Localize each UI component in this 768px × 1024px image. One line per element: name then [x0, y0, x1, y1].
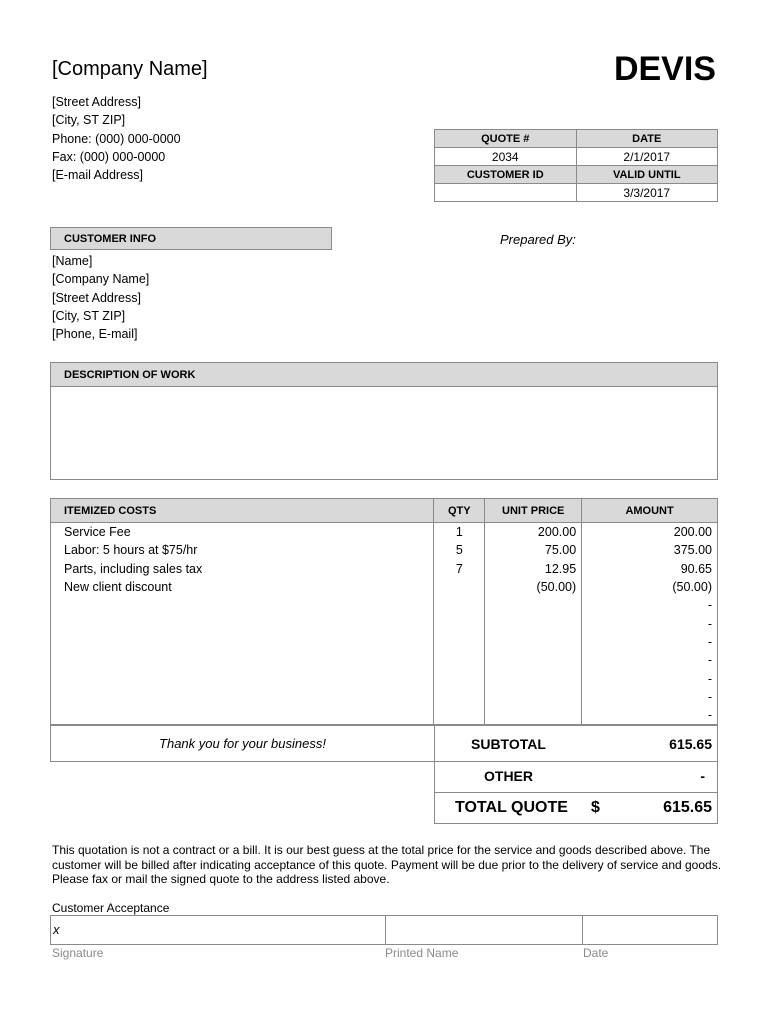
item-qty[interactable] — [434, 651, 485, 669]
item-amount[interactable]: 375.00 — [582, 541, 718, 559]
item-amount[interactable]: - — [582, 633, 718, 651]
item-description[interactable] — [51, 596, 434, 614]
customer-name[interactable]: [Name] — [52, 254, 93, 268]
quote-number-label: QUOTE # — [435, 130, 577, 148]
item-amount[interactable]: 200.00 — [582, 523, 718, 542]
item-unit-price[interactable]: 12.95 — [485, 560, 582, 578]
fax-line: Fax: (000) 000-0000 — [52, 149, 166, 164]
item-row — [51, 651, 718, 669]
company-address — [52, 93, 181, 184]
customer-street[interactable]: [Street Address] — [52, 290, 141, 305]
item-qty[interactable]: 1 — [434, 523, 485, 542]
item-unit-price[interactable]: 75.00 — [485, 541, 582, 559]
item-row — [51, 633, 718, 651]
customer-id-value[interactable] — [435, 184, 577, 202]
printed-name-divider — [582, 916, 583, 944]
other-row — [434, 761, 718, 793]
phone-line: Phone: (000) 000-0000 — [52, 131, 181, 146]
item-row — [51, 523, 718, 542]
customer-acceptance-label: Customer Acceptance — [52, 901, 170, 915]
item-description[interactable]: Labor: 5 hours at $75/hr — [51, 541, 434, 559]
item-description[interactable] — [51, 669, 434, 687]
item-unit-price[interactable] — [485, 614, 582, 632]
address-line: [Street Address] — [52, 95, 141, 109]
document-title: DEVIS — [613, 50, 716, 88]
items-header-unit-price: UNIT PRICE — [485, 499, 582, 523]
other-value[interactable]: - — [700, 768, 705, 784]
item-description[interactable] — [51, 633, 434, 651]
item-description[interactable] — [51, 651, 434, 669]
item-amount[interactable]: - — [582, 614, 718, 632]
company-name: [Company Name] — [52, 58, 208, 80]
total-label: TOTAL QUOTE — [455, 799, 568, 816]
item-qty[interactable] — [434, 614, 485, 632]
item-description[interactable]: New client discount — [51, 578, 434, 596]
item-row — [51, 578, 718, 596]
description-of-work-box[interactable] — [50, 362, 718, 480]
signature-divider — [385, 916, 386, 944]
signature-mark: x — [53, 922, 60, 937]
description-heading: DESCRIPTION OF WORK — [51, 363, 717, 387]
other-label: OTHER — [484, 768, 533, 784]
item-description[interactable] — [51, 706, 434, 725]
item-row — [51, 688, 718, 706]
customer-info-heading: CUSTOMER INFO — [50, 227, 332, 250]
item-amount[interactable]: - — [582, 706, 718, 725]
item-qty[interactable] — [434, 688, 485, 706]
item-row — [51, 669, 718, 687]
item-description[interactable] — [51, 614, 434, 632]
subtotal-value: 615.65 — [669, 736, 712, 752]
email-line: [E-mail Address] — [52, 168, 144, 183]
item-amount[interactable]: - — [582, 688, 718, 706]
acceptance-date-label: Date — [583, 946, 609, 960]
printed-name-label: Printed Name — [385, 946, 459, 960]
item-amount[interactable]: - — [582, 651, 718, 669]
item-unit-price[interactable] — [485, 633, 582, 651]
total-row — [434, 792, 718, 824]
total-value: 615.65 — [663, 799, 712, 816]
item-row — [51, 596, 718, 614]
item-qty[interactable] — [434, 596, 485, 614]
thank-you-message: Thank you for your business! — [50, 725, 435, 762]
customer-company[interactable]: [Company Name] — [52, 272, 150, 287]
quote-disclaimer: This quotation is not a contract or a bill. It is our best guess at the total price for the service and goods described above. The customer will be billed after indicating acceptance of this quote. Payment will be due prior to the delivery of service and goods. Please fax or mail the signed quote to the address listed above. — [52, 843, 722, 887]
item-qty[interactable] — [434, 633, 485, 651]
valid-until-label: VALID UNTIL — [576, 166, 718, 184]
item-amount[interactable]: - — [582, 596, 718, 614]
items-header-description: ITEMIZED COSTS — [51, 499, 434, 523]
customer-id-label: CUSTOMER ID — [435, 166, 577, 184]
date-label: DATE — [576, 130, 718, 148]
items-header-qty: QTY — [434, 499, 485, 523]
item-amount[interactable]: (50.00) — [582, 578, 718, 596]
subtotal-label: SUBTOTAL — [471, 736, 546, 752]
item-unit-price[interactable] — [485, 596, 582, 614]
valid-until-value[interactable]: 3/3/2017 — [576, 184, 718, 202]
item-unit-price[interactable] — [485, 706, 582, 725]
date-value[interactable]: 2/1/2017 — [576, 148, 718, 166]
item-unit-price[interactable] — [485, 651, 582, 669]
item-row — [51, 706, 718, 725]
item-unit-price[interactable] — [485, 688, 582, 706]
subtotal-row — [434, 725, 718, 762]
signature-label: Signature — [52, 946, 104, 960]
item-row — [51, 560, 718, 578]
customer-info — [52, 252, 149, 343]
quote-meta-table — [434, 129, 718, 202]
item-description[interactable] — [51, 688, 434, 706]
itemized-costs-table — [50, 498, 718, 725]
items-header-amount: AMOUNT — [582, 499, 718, 523]
item-description[interactable]: Service Fee — [51, 523, 434, 542]
item-qty[interactable] — [434, 706, 485, 725]
item-unit-price[interactable]: 200.00 — [485, 523, 582, 542]
customer-contact[interactable]: [Phone, E-mail] — [52, 327, 138, 342]
item-description[interactable]: Parts, including sales tax — [51, 560, 434, 578]
item-qty[interactable]: 5 — [434, 541, 485, 559]
address-line: [City, ST ZIP] — [52, 113, 126, 128]
item-qty[interactable] — [434, 669, 485, 687]
item-unit-price[interactable]: (50.00) — [485, 578, 582, 596]
quote-number-value[interactable]: 2034 — [435, 148, 577, 166]
prepared-by-label: Prepared By: — [500, 232, 576, 247]
customer-city[interactable]: [City, ST ZIP] — [52, 308, 126, 323]
item-row — [51, 541, 718, 559]
signature-box[interactable] — [50, 915, 718, 945]
item-qty[interactable]: 7 — [434, 560, 485, 578]
item-amount[interactable]: - — [582, 669, 718, 687]
item-qty[interactable] — [434, 578, 485, 596]
currency-symbol: $ — [591, 799, 600, 816]
item-amount[interactable]: 90.65 — [582, 560, 718, 578]
item-unit-price[interactable] — [485, 669, 582, 687]
item-row — [51, 614, 718, 632]
